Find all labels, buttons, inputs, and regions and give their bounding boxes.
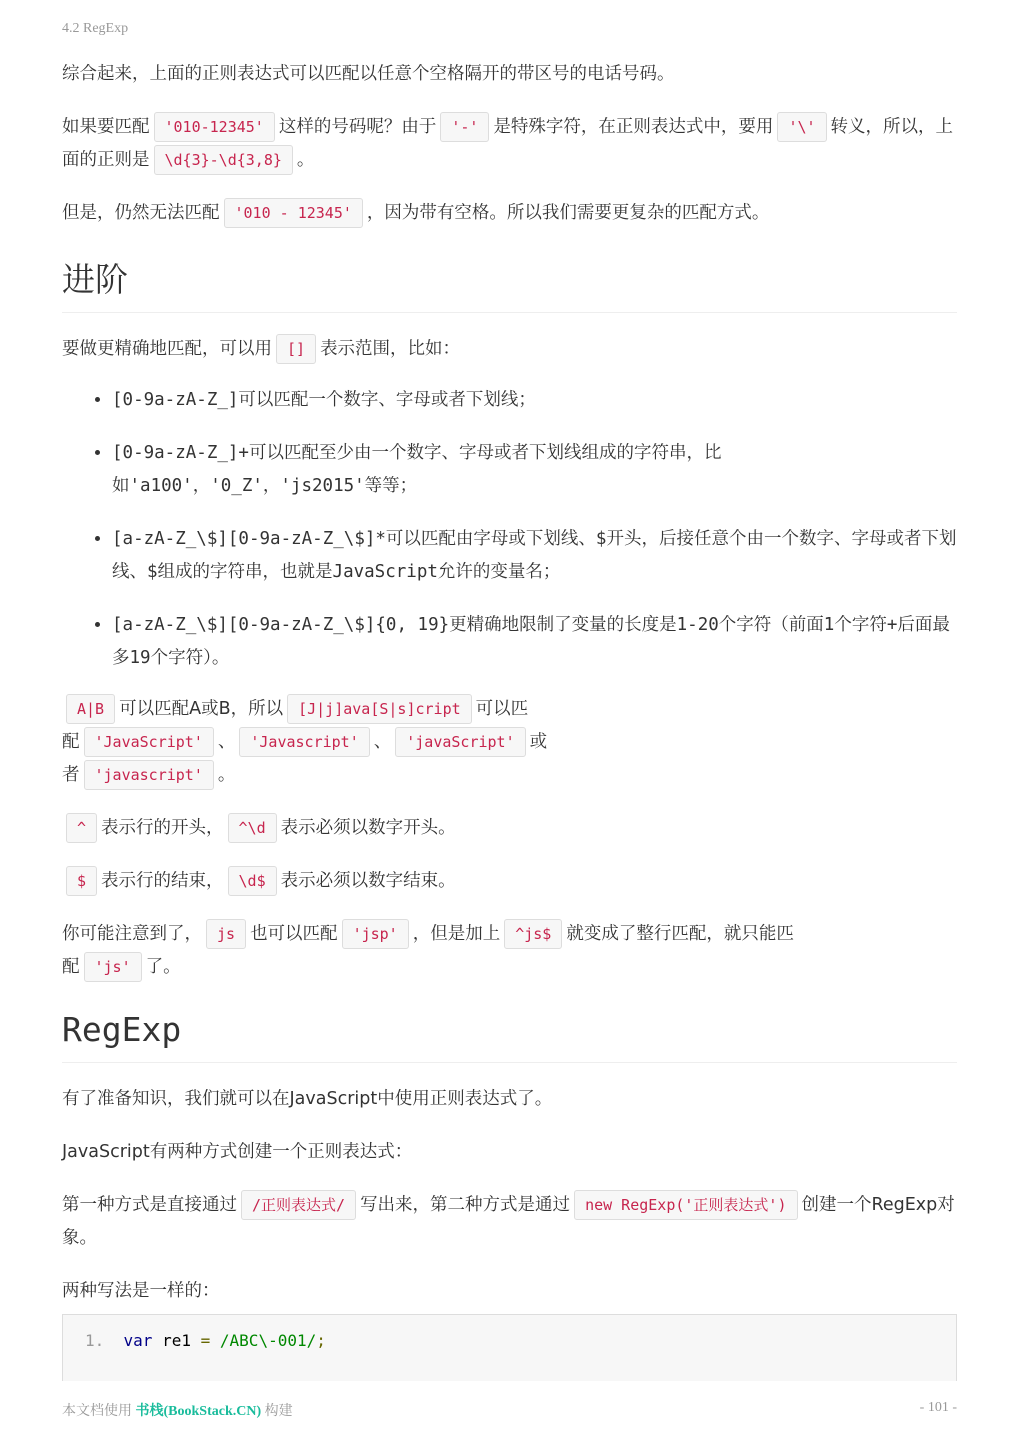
paragraph [62, 58, 957, 91]
paragraph-text: 了。 [145, 957, 181, 977]
inline-code: '010 - 12345' [224, 198, 363, 228]
inline-code: ^ [66, 813, 97, 843]
inline-code: \d{3}-\d{3,8} [154, 145, 293, 175]
code-operator: = [200, 1331, 211, 1350]
list-item: • [0-9a-zA-Z_]可以匹配一个数字、字母或者下划线； [112, 384, 957, 417]
inline-code: '-' [440, 112, 489, 142]
document-content [62, 58, 957, 1308]
paragraph-text: 写出来，第二种方式是通过 [360, 1195, 571, 1215]
inline-code: '010-12345' [154, 112, 275, 142]
paragraph-text: 表示行的开头， [101, 818, 224, 838]
inline-code: 'jsp' [342, 919, 409, 949]
paragraph-text: 两种写法是一样的： [62, 1281, 220, 1301]
inline-code: '\' [777, 112, 826, 142]
paragraph-text: 是特殊字符，在正则表达式中，要用 [493, 117, 774, 137]
paragraph-text: 表示范围，比如： [320, 339, 461, 359]
paragraph-text: 、 [217, 732, 236, 752]
page-footer [62, 1400, 957, 1420]
paragraph [62, 812, 957, 845]
paragraph-text: 或者 [62, 732, 548, 785]
inline-code: 'Javascript' [239, 727, 369, 757]
code-identifier: re1 [162, 1331, 191, 1350]
inline-code: 'javaScript' [395, 727, 525, 757]
inline-code: /正则表达式/ [241, 1190, 356, 1220]
paragraph-text: 要做更精确地匹配，可以用 [62, 339, 272, 359]
footer-brand-link[interactable]: 书栈(BookStack.CN) [135, 1404, 262, 1419]
paragraph [62, 1136, 957, 1169]
code-punctuation: ; [316, 1331, 326, 1350]
list-item: • [0-9a-zA-Z_]+可以匹配至少由一个数字、字母或者下划线组成的字符串，比如'a100'，'0_Z'，'js2015'等等； [112, 437, 957, 503]
paragraph-text: 有了准备知识，我们就可以在JavaScript中使用正则表达式了。 [62, 1089, 553, 1109]
paragraph-text: JavaScript有两种方式创建一个正则表达式： [62, 1142, 413, 1162]
paragraph [62, 918, 902, 984]
code-block [62, 1314, 957, 1381]
paragraph-text: 综合起来，上面的正则表达式可以匹配以任意个空格隔开的带区号的电话号码。 [62, 64, 675, 84]
paragraph-text: 表示行的结束， [101, 871, 224, 891]
paragraph-text: 但是，仍然无法匹配 [62, 203, 220, 223]
paragraph [62, 1083, 957, 1116]
list-item: • [a-zA-Z_\$][0-9a-zA-Z_\$]{0, 19}更精确地限制了变量的长度是1-20个字符（前面1个字符+后面最多19个字符）。 [112, 609, 957, 675]
paragraph-text: 也可以匹配 [250, 924, 338, 944]
paragraph-text: 可以匹配 [62, 699, 529, 752]
paragraph-text: 就变成了整行匹配，就只能匹配 [62, 924, 794, 977]
paragraph [62, 333, 957, 366]
paragraph [62, 693, 622, 792]
paragraph-text: 表示必须以数字结束。 [280, 871, 456, 891]
paragraph-text: 。 [217, 765, 236, 785]
paragraph-text: 可以匹配A或B，所以 [119, 699, 284, 719]
running-header: 4.2 RegExp [62, 21, 129, 36]
list-item: • [a-zA-Z_\$][0-9a-zA-Z_\$]*可以匹配由字母或下划线、$开头，后接任意个由一个数字、字母或者下划线、$组成的字符串，也就是JavaScript允许的变量名； [112, 523, 957, 589]
inline-code: $ [66, 866, 97, 896]
section-heading-advanced: 进阶 [62, 230, 957, 313]
paragraph [62, 197, 957, 230]
code-keyword: var [123, 1331, 153, 1350]
paragraph-text: 、 [373, 732, 392, 752]
inline-code: 'javascript' [84, 760, 214, 790]
paragraph-text: 第一种方式是直接通过 [62, 1195, 237, 1215]
inline-code: 'js' [84, 952, 142, 982]
section-heading-regexp: RegExp [62, 984, 957, 1063]
inline-code: A|B [66, 694, 115, 724]
paragraph [62, 111, 957, 177]
paragraph [62, 1275, 957, 1308]
paragraph-text: 转义，所以，上面的正则是 [62, 117, 954, 170]
footer-text: 构建 [264, 1404, 293, 1419]
paragraph [62, 865, 957, 898]
paragraph-text: 如果要匹配 [62, 117, 150, 137]
paragraph-text: 创建一个RegExp对象。 [62, 1195, 955, 1248]
page-number: - 101 - [919, 1400, 957, 1415]
paragraph-text: 表示必须以数字开头。 [280, 818, 456, 838]
inline-code: js [206, 919, 246, 949]
bullet-list [62, 384, 957, 675]
inline-code: ^js$ [504, 919, 562, 949]
paragraph-text: ，因为带有空格。所以我们需要更复杂的匹配方式。 [366, 203, 770, 223]
line-number: 1. [85, 1331, 105, 1350]
paragraph-text: ，但是加上 [412, 924, 501, 944]
inline-code: new RegExp('正则表达式') [574, 1190, 797, 1220]
inline-code: ^\d [228, 813, 277, 843]
code-line [85, 1331, 326, 1350]
inline-code: \d$ [228, 866, 277, 896]
paragraph [62, 1189, 957, 1255]
inline-code: [J|j]ava[S|s]cript [287, 694, 472, 724]
paragraph-text: 这样的号码呢？由于 [278, 117, 437, 137]
paragraph-text: 你可能注意到了， [62, 924, 202, 944]
inline-code: [] [276, 334, 316, 364]
paragraph-text: 。 [296, 150, 315, 170]
code-regex-literal: /ABC\-001/ [219, 1331, 317, 1350]
footer-text: 本文档使用 [62, 1404, 132, 1419]
inline-code: 'JavaScript' [84, 727, 214, 757]
